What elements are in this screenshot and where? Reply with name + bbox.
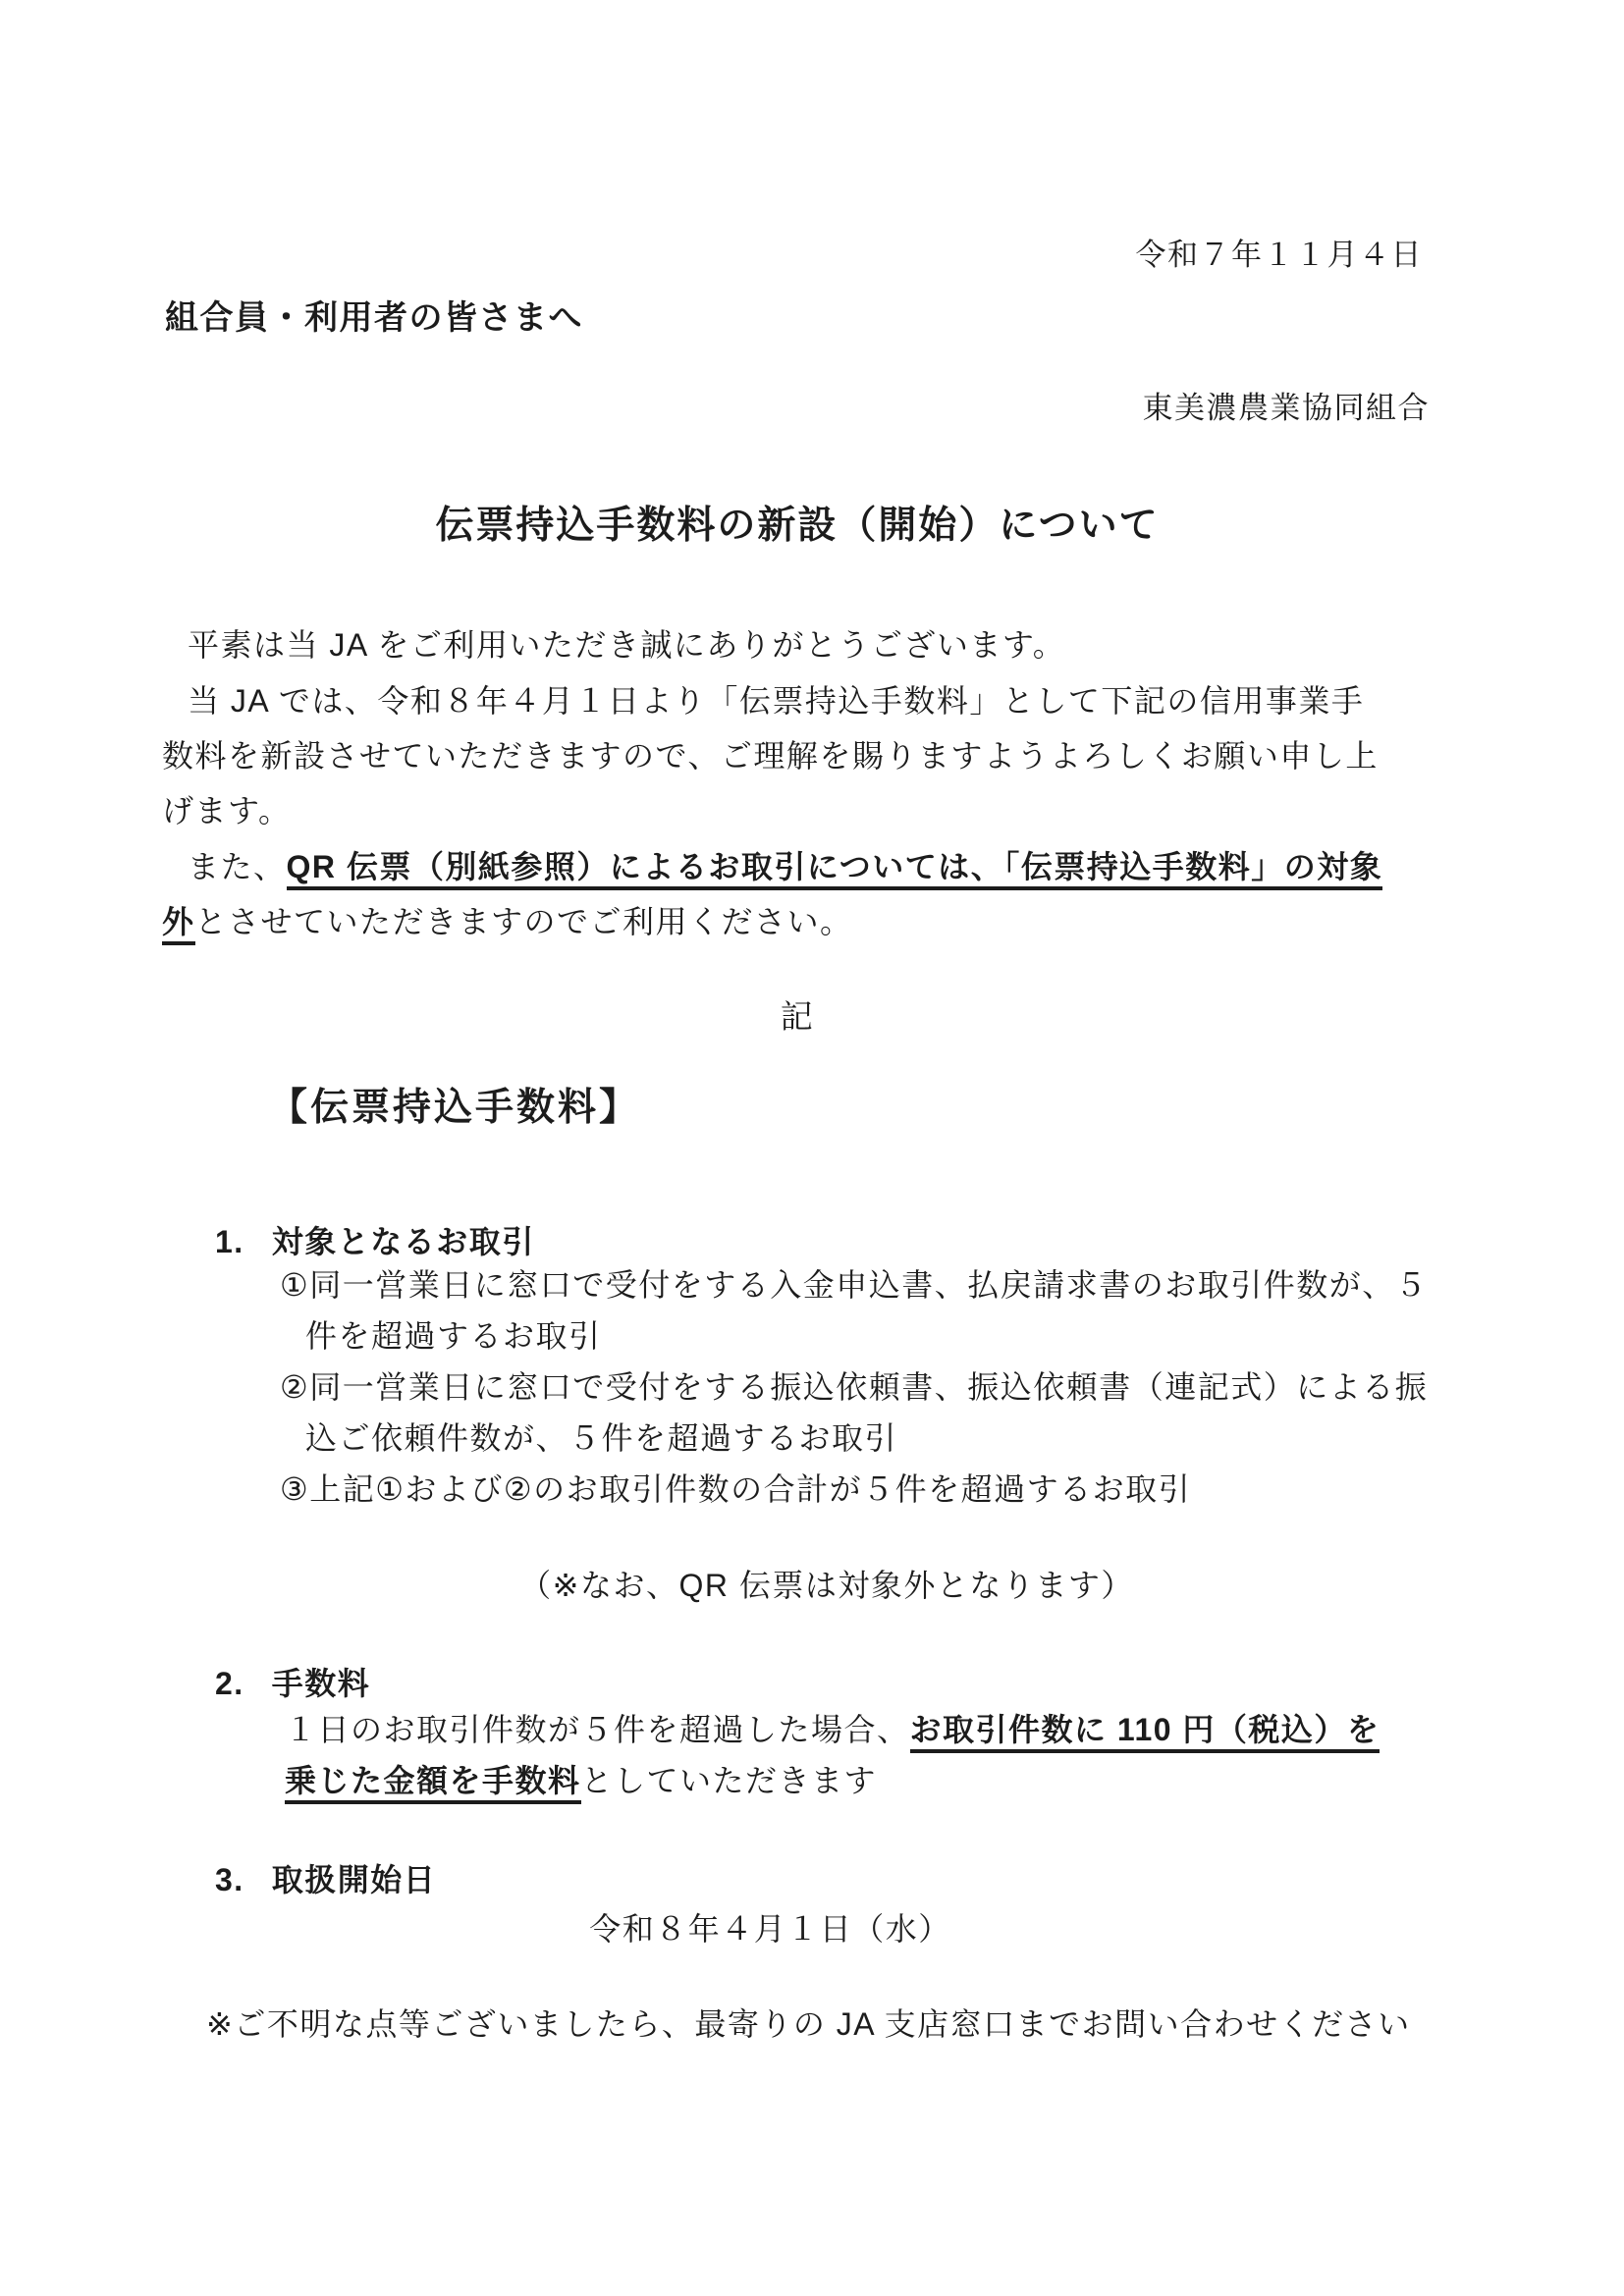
fee-line-2-emphasis: 乗じた金額を手数料 <box>285 1763 581 1804</box>
list-item-1-line-2: 件を超過するお取引 <box>305 1318 602 1354</box>
salutation: 組合員・利用者の皆さまへ <box>165 299 583 337</box>
qr-exception-line-2 <box>162 894 1433 949</box>
section-2-number: 2. <box>215 1666 244 1701</box>
qr-exception-line-1 <box>162 839 1433 894</box>
list-item-1-line-1: ①同一営業日に窓口で受付をする入金申込書、払戻請求書のお取引件数が、５ <box>280 1267 1429 1303</box>
footer-contact-note: ※ご不明な点等ございましたら、最寄りの JA 支店窓口までお問い合わせください <box>206 2006 1411 2042</box>
section-2-title <box>215 1661 370 1706</box>
qr-exclusion-note: （※なお、QR 伝票は対象外となります） <box>519 1568 1134 1603</box>
ki-marker: 記 <box>780 998 815 1035</box>
qr-exception-emphasis: QR 伝票（別紙参照）によるお取引については、「伝票持込手数料」の対象 <box>287 849 1383 890</box>
paragraph-announcement <box>162 673 1433 838</box>
fee-line-1 <box>285 1704 1380 1755</box>
greeting-line: 平素は当 JA をご利用いただき誠にありがとうございます。 <box>188 627 1066 663</box>
qr-exception-rest: とさせていただきますのでご利用ください。 <box>194 904 853 939</box>
list-item-2-line-2: 込ご依頼件数が、５件を超過するお取引 <box>305 1420 898 1456</box>
list-item-2-line-1: ②同一営業日に窓口で受付をする振込依頼書、振込依頼書（連記式）による振 <box>280 1369 1429 1405</box>
section-3-title <box>215 1857 436 1902</box>
section-3-title-text: 取扱開始日 <box>271 1862 437 1897</box>
announcement-line-3: げます。 <box>162 793 292 828</box>
fee-line-2 <box>285 1755 1380 1806</box>
start-date: 令和８年４月１日（水） <box>589 1911 951 1947</box>
section-1-title-text: 対象となるお取引 <box>271 1224 535 1259</box>
section-1-number: 1. <box>215 1224 244 1259</box>
fee-line-1-plain: １日のお取引件数が５件を超過した場合、 <box>285 1712 910 1747</box>
section-1-items <box>280 1259 1428 1515</box>
announcement-line-1: 当 JA では、令和８年４月１日より「伝票持込手数料」として下記の信用事業手 <box>188 683 1365 719</box>
fee-line-1-emphasis: お取引件数に 110 円（税込）を <box>910 1712 1380 1753</box>
section-1-title <box>215 1219 535 1264</box>
list-item-3-line-1: ③上記①および②のお取引件数の合計が５件を超過するお取引 <box>280 1471 1192 1507</box>
document-title: 伝票持込手数料の新設（開始）について <box>435 505 1160 547</box>
document-date: 令和７年１１月４日 <box>1135 238 1423 272</box>
fee-section-heading: 【伝票持込手数料】 <box>269 1087 641 1129</box>
section-2-title-text: 手数料 <box>271 1666 371 1701</box>
paragraph-greeting <box>162 617 1433 672</box>
announcement-line-2: 数料を新設させていただきますので、ご理解を賜りますようよろしくお願い申し上 <box>162 738 1379 774</box>
organization-name: 東美濃農業協同組合 <box>1142 391 1430 425</box>
paragraph-qr-exception <box>162 839 1433 949</box>
section-3-number: 3. <box>215 1862 244 1897</box>
qr-exception-emphasis-tail: 外 <box>162 904 195 945</box>
fee-line-2-plain: としていただきます <box>580 1763 878 1798</box>
section-2-body <box>285 1704 1380 1806</box>
qr-exception-prefix: また、 <box>188 849 287 884</box>
